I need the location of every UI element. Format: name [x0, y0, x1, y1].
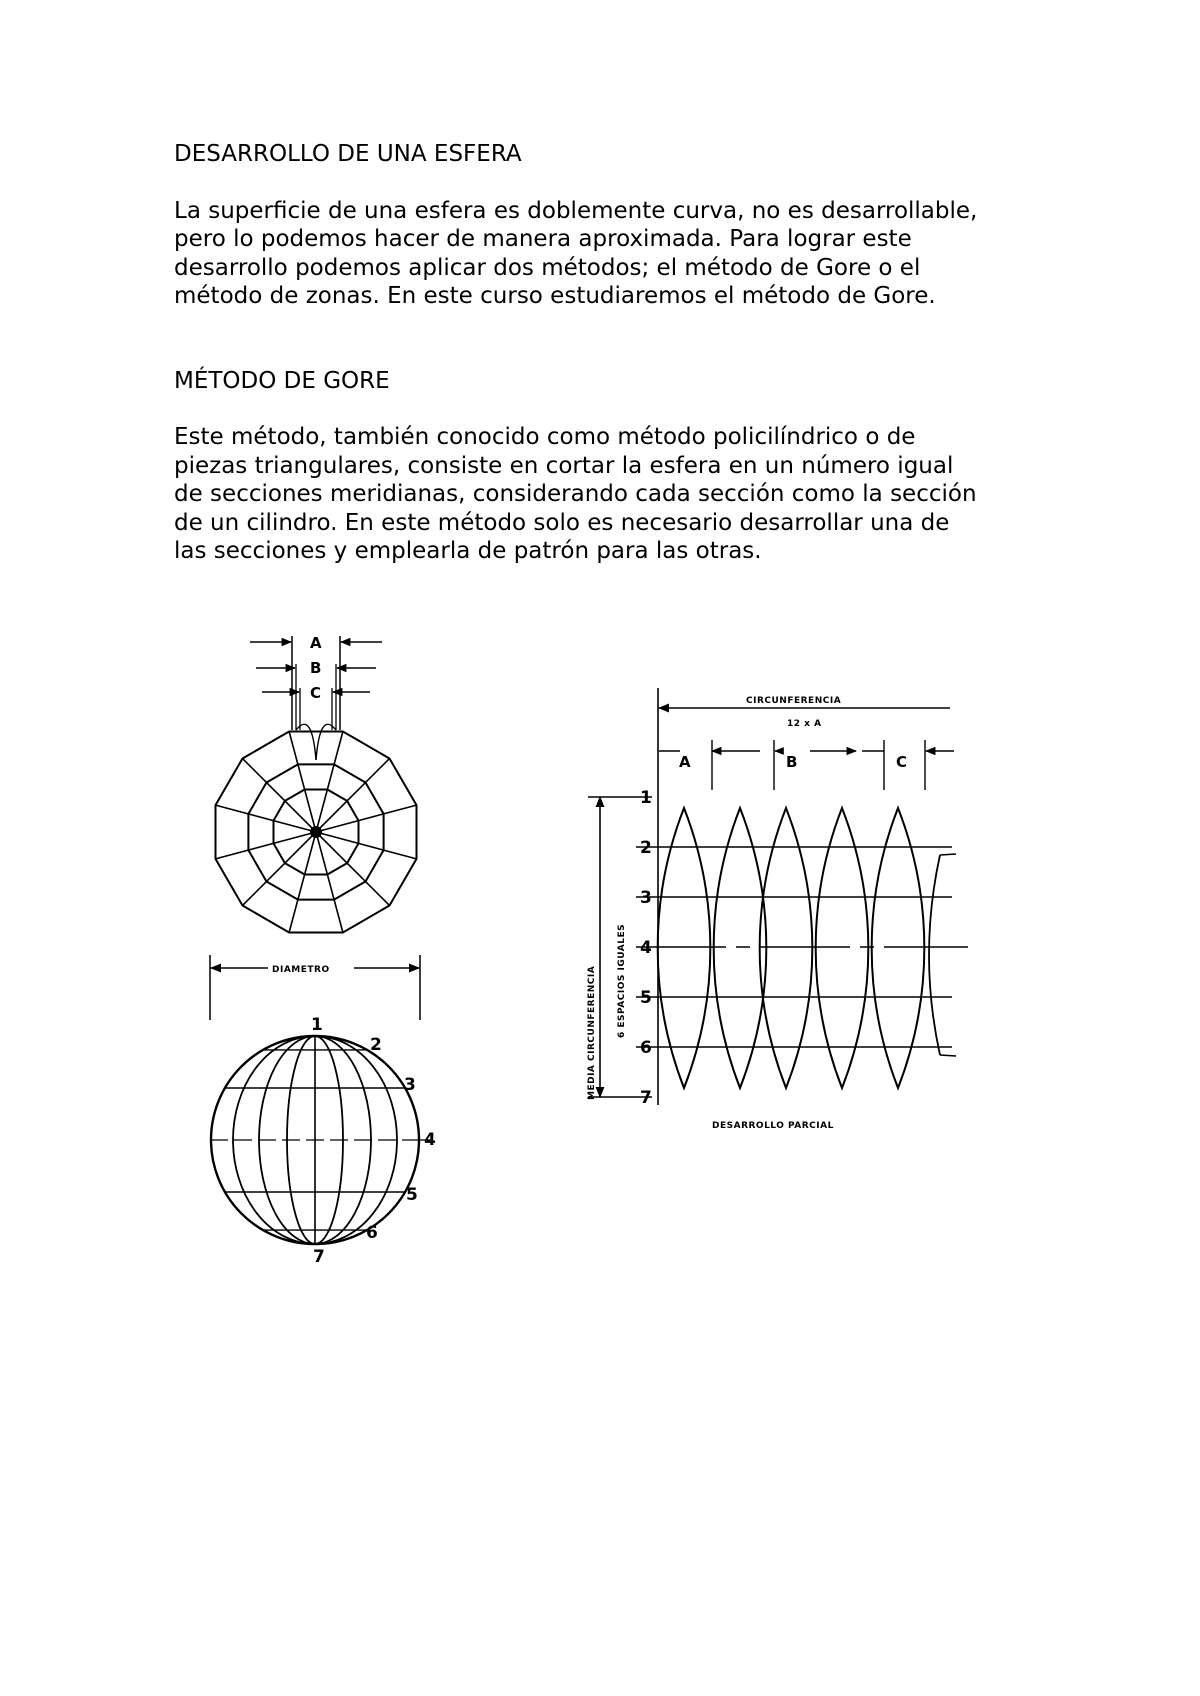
figure-svg [0, 600, 1200, 1280]
row-number-6: 6 [640, 1038, 652, 1058]
front-number-4: 4 [424, 1130, 436, 1150]
top-view-spoke [316, 832, 417, 859]
top-view-spoke [216, 832, 317, 859]
circumference-label: CIRCUNFERENCIA [746, 696, 842, 706]
document-title: DESARROLLO DE UNA ESFERA [174, 141, 522, 167]
front-number-2: 2 [370, 1035, 382, 1055]
row-number-5: 5 [640, 988, 652, 1008]
top-view-spoke [316, 732, 343, 833]
row-number-7: 7 [640, 1088, 652, 1108]
gore-piece-5 [872, 808, 925, 1088]
top-view-spoke [316, 832, 343, 933]
intro-line: pero lo podemos hacer de manera aproximada. Para lograr este [174, 226, 912, 252]
row-number-2: 2 [640, 838, 652, 858]
partial-development-label: DESARROLLO PARCIAL [712, 1121, 834, 1131]
front-number-7: 7 [313, 1247, 325, 1267]
gore-letter-a: A [679, 753, 691, 771]
vertical-label-media-circunferencia: MEDIA CIRCUNFERENCIA [587, 965, 597, 1100]
section-line: Este método, también conocido como método policilíndrico o de [174, 424, 916, 450]
vertical-label-espacios-iguales: 6 ESPACIOS IGUALES [617, 923, 627, 1038]
front-view-drawing [210, 955, 430, 1244]
document-body [174, 140, 1074, 566]
top-view-spoke [289, 732, 316, 833]
section-line: de secciones meridianas, considerando cada sección como la sección [174, 481, 977, 507]
intro-line: método de zonas. En este curso estudiaremos el método de Gore. [174, 283, 936, 309]
circumference-formula: 12 x A [787, 719, 822, 729]
top-letter-b: B [310, 659, 322, 677]
front-number-1: 1 [311, 1015, 323, 1035]
top-view-drawing [216, 636, 417, 933]
gore-piece-1 [658, 808, 711, 1088]
diameter-label: DIAMETRO [272, 965, 330, 975]
intro-line: desarrollo podemos aplicar dos métodos; el método de Gore o el [174, 254, 921, 281]
row-number-1: 1 [640, 788, 652, 808]
gore-piece-3 [760, 808, 813, 1088]
front-number-6: 6 [366, 1223, 378, 1243]
row-number-4: 4 [640, 938, 652, 958]
top-view-spoke [316, 759, 390, 833]
row-number-3: 3 [640, 888, 652, 908]
top-view-spoke [289, 832, 316, 933]
section-line: las secciones y emplearla de patrón para las otras. [174, 538, 762, 564]
gore-letter-c: C [896, 753, 908, 771]
top-view-spoke [316, 832, 390, 906]
gore-piece-2 [714, 808, 767, 1088]
section-line: de un cilindro. En este método solo es necesario desarrollar una de [174, 509, 950, 536]
front-number-3: 3 [404, 1075, 416, 1095]
top-view-spoke [216, 805, 317, 832]
section-title: MÉTODO DE GORE [174, 367, 390, 394]
section-line: piezas triangulares, consiste en cortar la esfera en un número igual [174, 452, 954, 479]
top-letter-c: C [310, 684, 322, 702]
top-view-spoke [316, 805, 417, 832]
top-letter-a: A [310, 634, 322, 652]
front-number-5: 5 [406, 1185, 418, 1205]
top-view-spoke [243, 832, 317, 906]
intro-line: La superficie de una esfera es doblemente curva, no es desarrollable, [174, 197, 978, 224]
gore-piece-4 [816, 808, 869, 1088]
top-view-center [310, 826, 322, 838]
sphere-development-figure [0, 600, 1200, 1280]
gore-letter-b: B [786, 753, 798, 771]
top-view-spoke [243, 759, 317, 833]
